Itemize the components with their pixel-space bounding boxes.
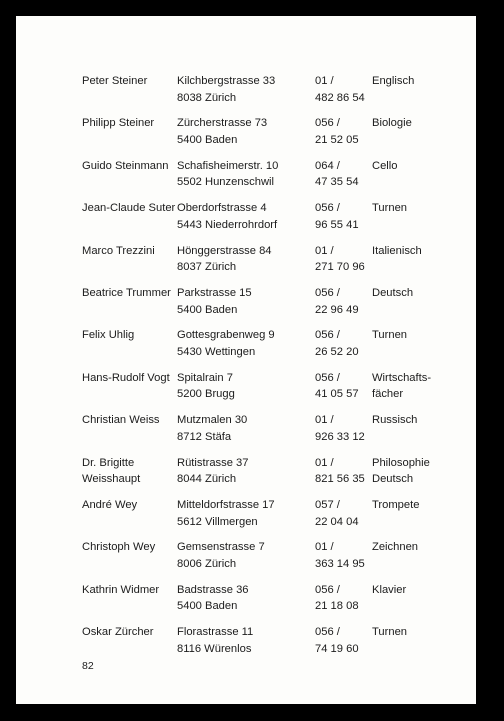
phone-number-line: 821 56 35 [315,473,365,486]
person-name [82,455,178,488]
address-line: 5200 Brugg [177,388,235,401]
person-name-line: Marco Trezzini [82,244,155,257]
person-name-line [82,132,178,149]
subject-line: Italienisch [372,244,422,257]
person-name [82,497,178,530]
person-name [82,158,178,191]
phone-number-line: 41 05 57 [315,388,359,401]
person-name-line: Felix Uhlig [82,329,135,342]
person-name [82,370,178,403]
address [177,539,312,572]
phone-number-line: 056 / [315,329,340,342]
person-name-line: Philipp Steiner [82,117,155,130]
person-name-line: Peter Steiner [82,75,148,87]
subject-line: Turnen [372,626,408,639]
person-name-line: André Wey [82,499,138,511]
subject [372,370,462,403]
subject-line: Turnen [372,329,408,342]
address-line: 5502 Hunzenschwil [177,176,275,189]
directory-entry [16,285,476,319]
address-line: Hönggerstrasse 84 [177,244,272,257]
subject-line [372,556,462,573]
phone-number-line: 21 52 05 [315,133,359,146]
address-line: Parkstrasse 15 [177,287,252,299]
subject-line: Deutsch [372,287,414,299]
person-name-line: Dr. Brigitte [82,456,135,469]
subject-line [372,344,462,361]
address-line: Rütistrasse 37 [177,456,249,469]
person-name-line [82,514,178,531]
phone-number-line: 057 / [315,499,340,511]
person-name [82,582,178,615]
address-line: 5612 Villmergen [177,515,258,528]
person-name [82,73,178,106]
subject-line: Deutsch [372,473,414,486]
phone-number-line: 056 / [315,117,340,130]
address-line: Mitteldorfstrasse 17 [177,499,275,511]
address-line: 8044 Zürich [177,473,237,486]
phone-number-line: 26 52 20 [315,345,359,358]
directory-entry [16,497,476,531]
subject-line [372,217,462,234]
address [177,73,312,106]
subject [372,455,462,488]
subject [372,115,462,148]
phone-number-line: 74 19 60 [315,642,359,655]
person-name-line [82,302,178,319]
subject [372,285,462,318]
phone-number [315,370,375,403]
phone-number-line: 056 / [315,371,340,384]
address-line: Mutzmalen 30 [177,414,248,427]
phone-number-line: 22 96 49 [315,303,359,316]
phone-number-line: 01 / [315,541,334,554]
phone-number-line: 22 04 04 [315,515,359,528]
person-name [82,285,178,318]
person-name-line [82,174,178,191]
address [177,158,312,191]
phone-number [315,539,375,572]
address [177,412,312,445]
phone-number-line: 96 55 41 [315,218,359,231]
phone-number-line: 271 70 96 [315,261,365,274]
subject [372,243,462,276]
subject [372,412,462,445]
subject [372,158,462,191]
subject-line: Trompete [372,499,420,511]
phone-number-line: 363 14 95 [315,557,365,570]
subject-line [372,259,462,276]
address [177,115,312,148]
address [177,497,312,530]
phone-number-line: 01 / [315,414,334,427]
person-name-line: Beatrice Trummer [82,287,171,299]
directory-entry [16,115,476,149]
directory-entry [16,200,476,234]
person-name [82,243,178,276]
address-line: Gemsenstrasse 7 [177,541,265,554]
subject-line [372,90,462,107]
address-line: 5443 Niederrohrdorf [177,218,278,231]
person-name-line [82,429,178,446]
person-name-line [82,556,178,573]
person-name-line: Hans-Rudolf Vogt [82,371,170,384]
subject [372,73,462,106]
phone-number [315,582,375,615]
directory-entry [16,455,476,489]
phone-number [315,115,375,148]
address-line: Zürcherstrasse 73 [177,117,268,130]
subject-line: Zeichnen [372,541,419,554]
person-name-line: Oskar Zürcher [82,626,154,639]
subject [372,582,462,615]
phone-number-line: 056 / [315,583,340,596]
address-line: 8037 Zürich [177,261,237,274]
address [177,582,312,615]
phone-number [315,73,375,106]
subject-line [372,641,462,658]
person-name-line: Christoph Wey [82,541,156,554]
phone-number-line: 01 / [315,456,334,469]
person-name-line [82,598,178,615]
phone-number-line: 21 18 08 [315,600,359,613]
address [177,370,312,403]
phone-number-line: 01 / [315,244,334,257]
phone-number-line: 064 / [315,159,340,172]
address-line: 8006 Zürich [177,557,237,570]
phone-number [315,624,375,657]
subject-line: Wirtschafts- [372,371,432,384]
phone-number-line: 056 / [315,202,340,215]
subject [372,200,462,233]
subject-line [372,514,462,531]
phone-number-line: 47 35 54 [315,176,359,189]
subject-line [372,302,462,319]
address-line: Badstrasse 36 [177,583,249,596]
phone-number [315,455,375,488]
phone-number [315,497,375,530]
directory-entry [16,412,476,446]
address-line: Gottesgrabenweg 9 [177,329,275,342]
address-line: Schafisheimerstr. 10 [177,159,279,172]
address-line: Kilchbergstrasse 33 [177,75,276,87]
subject-line: Cello [372,159,398,172]
person-name-line: Weisshaupt [82,473,141,486]
address-line: 5430 Wettingen [177,345,256,358]
address [177,624,312,657]
address [177,243,312,276]
subject-line: Klavier [372,583,407,596]
address [177,455,312,488]
address-line: Florastrasse 11 [177,626,254,639]
address-line: 5400 Baden [177,600,238,613]
subject-line: fächer [372,388,404,401]
subject-line [372,174,462,191]
phone-number [315,412,375,445]
address-line: 8116 Würenlos [177,642,252,655]
address-line: 8712 Stäfa [177,430,232,443]
person-name-line: Christian Weiss [82,414,160,427]
directory-entry [16,243,476,277]
directory-entry [16,73,476,107]
person-name-line [82,344,178,361]
person-name-line [82,641,178,658]
directory-entry [16,327,476,361]
person-name-line [82,217,178,234]
page-number: 82 [82,660,94,672]
address-line: 5400 Baden [177,303,238,316]
phone-number [315,200,375,233]
subject-line: Philosophie [372,456,430,469]
person-name-line [82,259,178,276]
address [177,327,312,360]
person-name-line [82,386,178,403]
phone-number [315,158,375,191]
directory-entry [16,370,476,404]
phone-number [315,285,375,318]
phone-number [315,327,375,360]
address-line: Oberdorfstrasse 4 [177,202,267,215]
address-line: 8038 Zürich [177,91,237,104]
address-line: Spitalrain 7 [177,371,233,384]
person-name [82,624,178,657]
address [177,200,312,233]
phone-number [315,243,375,276]
subject-line: Englisch [372,75,415,87]
subject [372,624,462,657]
phone-number-line: 056 / [315,287,340,299]
directory-entry [16,624,476,658]
phone-number-line: 926 33 12 [315,430,365,443]
directory-entry [16,539,476,573]
subject [372,327,462,360]
address-line: 5400 Baden [177,133,238,146]
directory-entry [16,158,476,192]
subject [372,539,462,572]
person-name-line [82,90,178,107]
person-name-line: Kathrin Widmer [82,583,160,596]
subject-line [372,132,462,149]
address [177,285,312,318]
subject-line [372,598,462,615]
subject-line: Russisch [372,414,418,427]
subject-line [372,429,462,446]
subject-line: Turnen [372,202,408,215]
phone-number-line: 482 86 54 [315,91,365,104]
person-name [82,115,178,148]
directory-page [16,16,476,704]
person-name [82,200,178,233]
phone-number-line: 056 / [315,626,340,639]
phone-number-line: 01 / [315,75,334,87]
subject-line: Biologie [372,117,412,130]
person-name-line: Jean-Claude Suter [82,202,176,215]
person-name-line: Guido Steinmann [82,159,169,172]
directory-entry [16,582,476,616]
person-name [82,539,178,572]
subject [372,497,462,530]
person-name [82,327,178,360]
person-name [82,412,178,445]
